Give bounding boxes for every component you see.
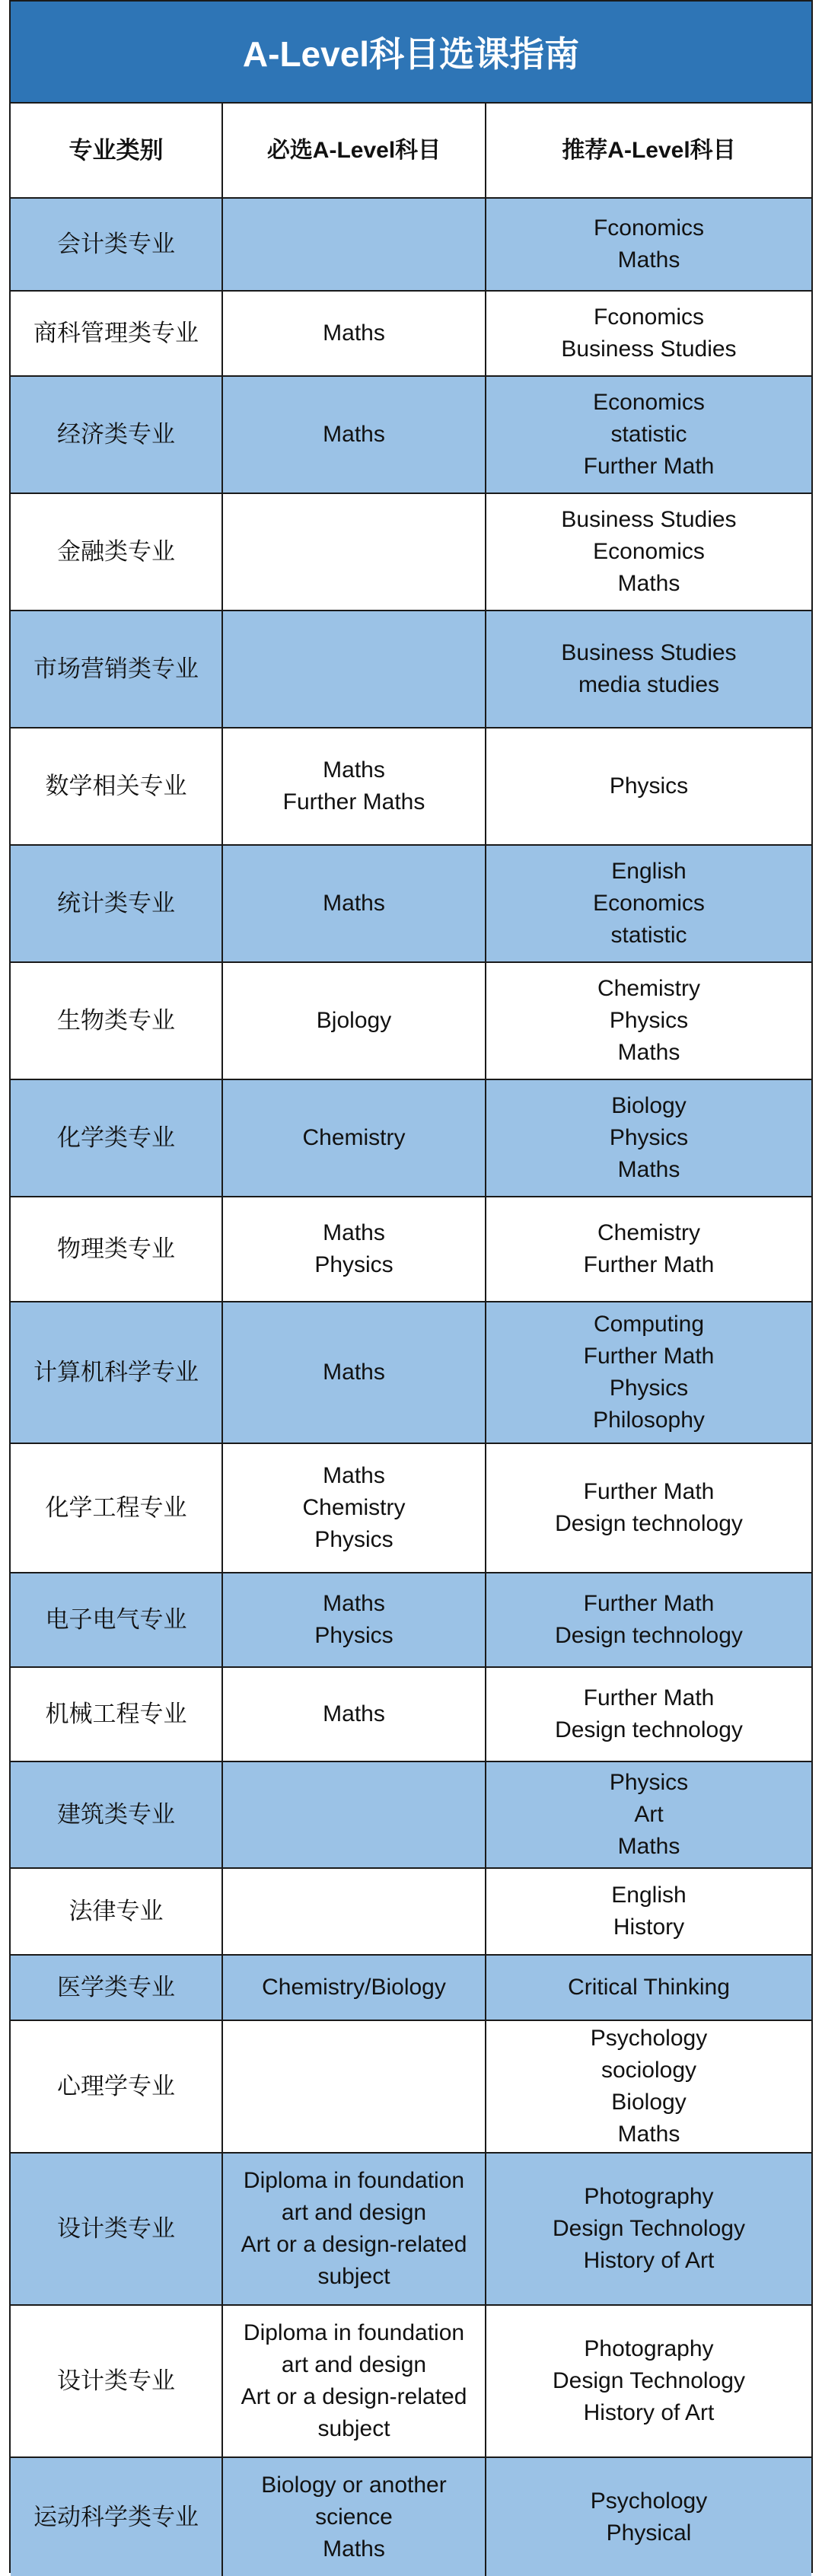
- recommended-subject: Photography: [584, 2184, 714, 2209]
- required-subject: Physics: [314, 1252, 393, 1277]
- required-subject: Maths: [323, 320, 385, 346]
- required-subject: subject: [317, 2264, 390, 2289]
- recommended-subject: Design Technology: [553, 2368, 745, 2393]
- recommended-subject: Chemistry: [597, 1220, 700, 1245]
- recommended-subject: Maths: [617, 1157, 680, 1182]
- recommended-subject: statistic: [610, 923, 687, 948]
- category-cell: 法律专业: [11, 1868, 222, 1955]
- recommended-subject: Maths: [617, 247, 680, 273]
- recommended-subject: English: [611, 1883, 687, 1908]
- recommended-cell: [486, 1573, 811, 1667]
- recommended-subject: History of Art: [583, 2400, 715, 2425]
- category-cell: 电子电气专业: [11, 1573, 222, 1667]
- required-subject: Maths: [323, 891, 385, 916]
- required-cell: [222, 376, 486, 493]
- recommended-subject: sociology: [601, 2058, 697, 2083]
- required-subject: Further Maths: [282, 789, 425, 815]
- required-cell: [222, 2020, 486, 2153]
- recommended-cell: [486, 1667, 811, 1761]
- required-cell: [222, 493, 486, 611]
- required-cell: [222, 1868, 486, 1955]
- recommended-subject: Physics: [609, 773, 689, 799]
- recommended-subject: Economics: [593, 539, 705, 564]
- table-row: [11, 1302, 811, 1443]
- category-cell: 物理类专业: [11, 1197, 222, 1302]
- required-subject: Physics: [314, 1623, 393, 1648]
- required-subject: Chemistry: [302, 1125, 406, 1150]
- recommended-subject: History of Art: [583, 2248, 715, 2273]
- recommended-cell: [486, 2153, 811, 2305]
- required-cell: [222, 1079, 486, 1197]
- subject-guide-table: [11, 104, 811, 2576]
- recommended-cell: [486, 376, 811, 493]
- table-row: [11, 1868, 811, 1955]
- recommended-cell: [486, 1079, 811, 1197]
- required-cell: [222, 2457, 486, 2576]
- recommended-subject: Business Studies: [561, 336, 737, 362]
- required-cell: [222, 1302, 486, 1443]
- category-cell: 医学类专业: [11, 1955, 222, 2020]
- recommended-subject: Design technology: [555, 1623, 743, 1648]
- recommended-cell: [486, 1302, 811, 1443]
- recommended-subject: Business Studies: [561, 507, 737, 532]
- recommended-cell: [486, 291, 811, 376]
- recommended-subject: Further Math: [583, 1252, 715, 1277]
- required-subject: Maths: [323, 1701, 385, 1726]
- table-row: [11, 2153, 811, 2305]
- header-required: 必选A-Level科目: [222, 104, 486, 198]
- recommended-subject: Design technology: [555, 1511, 743, 1536]
- required-subject: Maths: [323, 1591, 385, 1616]
- required-cell: [222, 962, 486, 1079]
- required-subject: Diploma in foundation: [243, 2168, 465, 2193]
- recommended-subject: Chemistry: [597, 976, 700, 1001]
- required-subject: Biology or another: [261, 2472, 447, 2498]
- required-subject: Chemistry/Biology: [262, 1975, 446, 2000]
- recommended-cell: [486, 198, 811, 291]
- table-row: [11, 2457, 811, 2576]
- recommended-subject: Maths: [617, 1834, 680, 1859]
- table-row: [11, 198, 811, 291]
- recommended-subject: Psychology: [590, 2026, 708, 2051]
- recommended-cell: [486, 1761, 811, 1868]
- table-row: [11, 611, 811, 728]
- recommended-subject: Further Math: [583, 454, 715, 479]
- recommended-subject: Physical: [606, 2520, 692, 2546]
- required-subject: Art or a design-related: [241, 2384, 467, 2409]
- category-cell: 会计类专业: [11, 198, 222, 291]
- category-cell: 经济类专业: [11, 376, 222, 493]
- category-cell: 化学类专业: [11, 1079, 222, 1197]
- recommended-cell: [486, 2020, 811, 2153]
- category-cell: 数学相关专业: [11, 728, 222, 845]
- required-cell: [222, 1955, 486, 2020]
- required-cell: [222, 2153, 486, 2305]
- recommended-subject: Critical Thinking: [568, 1975, 730, 2000]
- table-row: [11, 728, 811, 845]
- recommended-cell: [486, 1197, 811, 1302]
- recommended-subject: Fconomics: [593, 304, 705, 330]
- recommended-subject: Biology: [611, 1093, 687, 1118]
- category-cell: 运动科学类专业: [11, 2457, 222, 2576]
- recommended-cell: [486, 962, 811, 1079]
- recommended-subject: Maths: [617, 2122, 680, 2147]
- required-cell: [222, 1667, 486, 1761]
- table-row: [11, 291, 811, 376]
- recommended-subject: Physics: [609, 1125, 689, 1150]
- table-row: [11, 1667, 811, 1761]
- recommended-subject: statistic: [610, 422, 687, 447]
- required-cell: [222, 1443, 486, 1573]
- required-subject: subject: [317, 2416, 390, 2441]
- category-cell: 计算机科学专业: [11, 1302, 222, 1443]
- recommended-cell: [486, 728, 811, 845]
- recommended-subject: Psychology: [590, 2488, 708, 2514]
- table-row: [11, 1197, 811, 1302]
- required-subject: Maths: [323, 1360, 385, 1385]
- table-row: [11, 493, 811, 611]
- recommended-subject: Computing: [593, 1312, 705, 1337]
- recommended-subject: media studies: [578, 672, 720, 697]
- table-row: [11, 845, 811, 962]
- table-row: [11, 962, 811, 1079]
- table-row: [11, 2020, 811, 2153]
- required-cell: [222, 1761, 486, 1868]
- header-category: 专业类别: [11, 104, 222, 198]
- table-row: [11, 376, 811, 493]
- required-cell: [222, 2305, 486, 2457]
- recommended-cell: [486, 493, 811, 611]
- guide-table-frame: [9, 0, 813, 2573]
- recommended-subject: Biology: [611, 2090, 687, 2115]
- header-recommended: 推荐A-Level科目: [486, 104, 811, 198]
- recommended-subject: Design technology: [555, 1717, 743, 1742]
- recommended-subject: Art: [634, 1802, 664, 1827]
- required-subject: Art or a design-related: [241, 2232, 467, 2257]
- recommended-subject: Further Math: [583, 1685, 715, 1710]
- recommended-subject: English: [611, 859, 687, 884]
- required-subject: Physics: [314, 1527, 393, 1552]
- required-subject: art and design: [281, 2200, 427, 2225]
- recommended-cell: [486, 1868, 811, 1955]
- required-subject: Bjology: [316, 1008, 392, 1033]
- recommended-subject: Physics: [609, 1376, 689, 1401]
- recommended-cell: [486, 1443, 811, 1573]
- page-title: A-Level科目选课指南: [11, 2, 811, 104]
- required-cell: [222, 845, 486, 962]
- category-cell: 设计类专业: [11, 2305, 222, 2457]
- category-cell: 统计类专业: [11, 845, 222, 962]
- table-row: [11, 1573, 811, 1667]
- required-subject: Maths: [323, 1220, 385, 1245]
- required-subject: art and design: [281, 2352, 427, 2377]
- required-subject: Maths: [323, 2536, 385, 2562]
- recommended-subject: Physics: [609, 1008, 689, 1033]
- recommended-cell: [486, 845, 811, 962]
- recommended-subject: Further Math: [583, 1344, 715, 1369]
- category-cell: 生物类专业: [11, 962, 222, 1079]
- recommended-cell: [486, 611, 811, 728]
- recommended-subject: Design Technology: [553, 2216, 745, 2241]
- recommended-subject: Business Studies: [561, 640, 737, 665]
- recommended-subject: Maths: [617, 571, 680, 596]
- required-subject: Maths: [323, 1463, 385, 1488]
- recommended-subject: Fconomics: [593, 215, 705, 241]
- required-subject: Maths: [323, 757, 385, 783]
- recommended-cell: [486, 2305, 811, 2457]
- table-row: [11, 1955, 811, 2020]
- table-row: [11, 1443, 811, 1573]
- category-cell: 金融类专业: [11, 493, 222, 611]
- category-cell: 设计类专业: [11, 2153, 222, 2305]
- category-cell: 机械工程专业: [11, 1667, 222, 1761]
- recommended-subject: History: [613, 1914, 685, 1940]
- recommended-subject: Economics: [593, 390, 705, 415]
- table-row: [11, 1079, 811, 1197]
- category-cell: 心理学专业: [11, 2020, 222, 2153]
- recommended-subject: Maths: [617, 1040, 680, 1065]
- required-subject: Chemistry: [302, 1495, 406, 1520]
- recommended-subject: Further Math: [583, 1479, 715, 1504]
- category-cell: 市场营销类专业: [11, 611, 222, 728]
- table-row: [11, 2305, 811, 2457]
- required-subject: Diploma in foundation: [243, 2320, 465, 2345]
- recommended-subject: Photography: [584, 2336, 714, 2361]
- required-cell: [222, 1197, 486, 1302]
- table-header-row: [11, 104, 811, 198]
- required-cell: [222, 1573, 486, 1667]
- recommended-subject: Economics: [593, 891, 705, 916]
- required-cell: [222, 728, 486, 845]
- recommended-cell: [486, 1955, 811, 2020]
- category-cell: 化学工程专业: [11, 1443, 222, 1573]
- required-cell: [222, 291, 486, 376]
- required-cell: [222, 611, 486, 728]
- recommended-subject: Philosophy: [593, 1408, 705, 1433]
- table-row: [11, 1761, 811, 1868]
- recommended-subject: Physics: [609, 1770, 689, 1795]
- required-subject: Maths: [323, 422, 385, 447]
- category-cell: 商科管理类专业: [11, 291, 222, 376]
- recommended-cell: [486, 2457, 811, 2576]
- recommended-subject: Further Math: [583, 1591, 715, 1616]
- required-subject: science: [315, 2504, 393, 2530]
- required-cell: [222, 198, 486, 291]
- category-cell: 建筑类专业: [11, 1761, 222, 1868]
